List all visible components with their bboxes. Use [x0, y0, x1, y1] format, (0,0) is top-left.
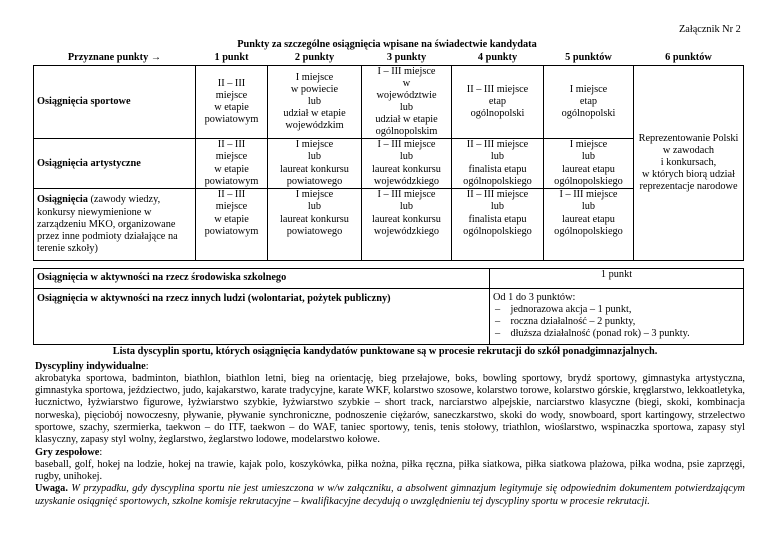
cell-sport-5: I miejsce etap ogólnopolski: [544, 65, 634, 139]
cell-art-1: II – III miejsce w etapie powiatowym: [196, 139, 268, 189]
col-3-points: 3 punkty: [386, 52, 427, 63]
activity-school-points: 1 punkt: [490, 269, 744, 289]
activity-table: [33, 268, 744, 345]
cell-art-5: I miejsce lub laureat etapu ogólnopolskiego: [544, 139, 634, 189]
activity-school-row: [34, 269, 744, 289]
cell-other-1: II – III miejsce w etapie powiatowym: [196, 189, 268, 261]
activity-item-text: jednorazowa akcja – 1 punkt,: [510, 304, 632, 316]
team-text: baseball, golf, hokej na lodzie, hokej na trawie, kajak polo, koszykówka, piłka nożna, piłka ręczna, piłka siatkowa, piłka siatkowa plażowa, piłka wodna, psie zaprzęgi, rugby, unihokej.: [35, 459, 745, 483]
cell-art-2: I miejsce lub laureat konkursu powiatowego: [268, 139, 362, 189]
disciplines-list-title: Lista dyscyplin sportu, których osiągnięcia kandydatów punktowane są w procesie rekrutacji do szkół ponadgimnazjalnych.: [112, 346, 658, 357]
activity-item: – dłuższa działalność (ponad rok) – 3 punkty.: [495, 328, 690, 340]
note-label: Uwaga.: [35, 483, 68, 495]
activity-others-intro: Od 1 do 3 punktów:: [493, 292, 576, 303]
activity-others-points: [490, 289, 744, 345]
activity-item-text: roczna działalność – 2 punkty,: [510, 316, 636, 328]
cell-sport-3: I – III miejsce w województwie lub udział w etapie ogólnopolskim: [362, 65, 452, 139]
activity-item: – jednorazowa akcja – 1 punkt,: [495, 304, 632, 316]
team-disciplines: Gry zespołowe: baseball, golf, hokej na lodzie, hokej na trawie, kajak polo, koszykówka, piłka nożna, piłka ręczna, piłka siatkowa, piłka siatkowa plażowa, piłka wodna, psie zaprzęgi, rugby, unihokej. Uwaga. W przypadku, gdy dyscyplina sportu nie jest umieszczona w w/w załączniku, a absolwent gimnazjum legitymuje się odpowiednim dokumentem potwierdzającym uzyskanie osiągnięć sportowych, szkolne komisje rekrutacyjne – kwalifikacyjne decydują o uwzględnieniu tej dyscypliny sportu w procesie rekrutacji.: [35, 447, 745, 507]
cell-other-4: II – III miejsce lub finalista etapu ogólnopolskiego: [452, 189, 544, 261]
individual-heading: Dyscypliny indywidualne: [35, 361, 146, 372]
row-other-label-rest: (zawody wiedzy, konkursy niewymienione w zarządzeniu MKO, organizowane przez inne podmioty działające na terenie szkoły): [37, 194, 178, 255]
team-heading: Gry zespołowe: [35, 447, 100, 458]
note-text: W przypadku, gdy dyscyplina sportu nie jest umieszczona w w/w załączniku, a absolwent gimnazjum legitymuje się odpowiednim dokumentem potwierdzającym uzyskanie osiągnięć sportowych, szkolne komisje rekrutacyjne – kwalifikacyjne decydują o uwzględnieniu tej dyscypliny sportu w procesie rekrutacji.: [35, 483, 745, 507]
cell-other-2: I miejsce lub laureat konkursu powiatowego: [268, 189, 362, 261]
annex-label: Załącznik Nr 2: [679, 24, 741, 35]
row-sport: [34, 65, 744, 139]
cell-other-3: I – III miejsce lub laureat konkursu wojewódzkiego: [362, 189, 452, 261]
points-table: [33, 52, 744, 261]
activity-others-row: [34, 289, 744, 345]
cell-art-4: II – III miejsce lub finalista etapu ogólnopolskiego: [452, 139, 544, 189]
activity-others-label: Osiągnięcia w aktywności na rzecz innych ludzi (wolontariat, pożytek publiczny): [34, 289, 490, 345]
cell-sport-2: I miejsce w powiecie lub udział w etapie wojewódzkim: [268, 65, 362, 139]
col-2-points: 2 punkty: [294, 52, 335, 63]
row-art-label: Osiągnięcia artystyczne: [34, 139, 196, 189]
points-header-label: Przyznane punkty →: [67, 52, 162, 63]
row-other-label-bold: Osiągnięcia: [37, 194, 88, 206]
row-sport-label: Osiągnięcia sportowe: [34, 65, 196, 139]
cell-sport-1: II – III miejsce w etapie powiatowym: [196, 65, 268, 139]
cell-art-3: I – III miejsce lub laureat konkursu wojewódzkiego: [362, 139, 452, 189]
individual-disciplines: Dyscypliny indywidualne: akrobatyka sportowa, badminton, biathlon, biathlon letni, bieg na orientację, bieg przełajowe, boks, bowling sportowy, brydż sportowy, gimnastyka artystyczna, gimnastyka sportowa, jeździectwo, judo, kajakarstwo, karate tradycyjne, karate WKF, kolarstwo szosowe, kolarstwo torowe, kolarstwo górskie, kręglarstwo, lekkoatletyka, łucznictwo, łyżwiarstwo figurowe, łyżwiarstwo szybkie, łyżwiarstwo szybkie – short track, narciarstwo alpejskie, narciarstwo klasyczne (biegi, skoki, kombinacja norweska), pięciobój nowoczesny, pływanie, pływanie synchroniczne, podnoszenie ciężarów, saneczkarstwo, skoki do wody, snowboard, sport kartingowy, strzelectwo sportowe, szachy, szermierka, taekwon – do ITF, taekwon – do WAF, taniec sportowy, tenis, tenis stołowy, triathlon, wioślarstwo, wspinaczka sportowa, zapasy styl klasyczny, zapasy styl wolny, żeglarstwo, żeglarstwo lodowe, modelarstwo kołowe.: [35, 361, 745, 445]
header-row: [34, 52, 744, 65]
activity-school-label: Osiągnięcia w aktywności na rzecz środowiska szkolnego: [34, 269, 490, 289]
col-5-points: 5 punktów: [565, 52, 612, 63]
row-other-label: [34, 189, 196, 261]
page-title: Punkty za szczególne osiągnięcia wpisane na świadectwie kandydata: [237, 39, 537, 50]
cell-six-points: Reprezentowanie Polski w zawodach i konkursach, w których biorą udział reprezentacje narodowe: [634, 65, 744, 261]
col-4-points: 4 punkty: [477, 52, 518, 63]
activity-item-text: dłuższa działalność (ponad rok) – 3 punkty.: [510, 328, 690, 340]
activity-item: – roczna działalność – 2 punkty,: [495, 316, 636, 328]
cell-other-5: I – III miejsce lub laureat etapu ogólnopolskiego: [544, 189, 634, 261]
individual-text: akrobatyka sportowa, badminton, biathlon, biathlon letni, bieg na orientację, bieg przełajowe, boks, bowling sportowy, brydż sportowy, gimnastyka artystyczna, gimnastyka sportowa, jeździectwo, judo, kajakarstwo, karate tradycyjne, karate WKF, kolarstwo szosowe, kolarstwo torowe, kolarstwo górskie, kręglarstwo, lekkoatletyka, łucznictwo, łyżwiarstwo figurowe, łyżwiarstwo szybkie, łyżwiarstwo szybkie – short track, narciarstwo alpejskie, narciarstwo klasyczne (biegi, skoki, kombinacja norweska), pięciobój nowoczesny, pływanie, pływanie synchroniczne, podnoszenie ciężarów, saneczkarstwo, skoki do wody, snowboard, sport kartingowy, strzelectwo sportowe, szachy, szermierka, taekwon – do ITF, taekwon – do WAF, taniec sportowy, tenis, tenis stołowy, triathlon, wioślarstwo, wspinaczka sportowa, zapasy styl klasyczny, zapasy styl wolny, żeglarstwo, żeglarstwo lodowe, modelarstwo kołowe.: [35, 373, 745, 445]
col-6-points: 6 punktów: [665, 52, 712, 63]
cell-sport-4: II – III miejsce etap ogólnopolski: [452, 65, 544, 139]
col-1-points: 1 punkt: [214, 52, 249, 63]
